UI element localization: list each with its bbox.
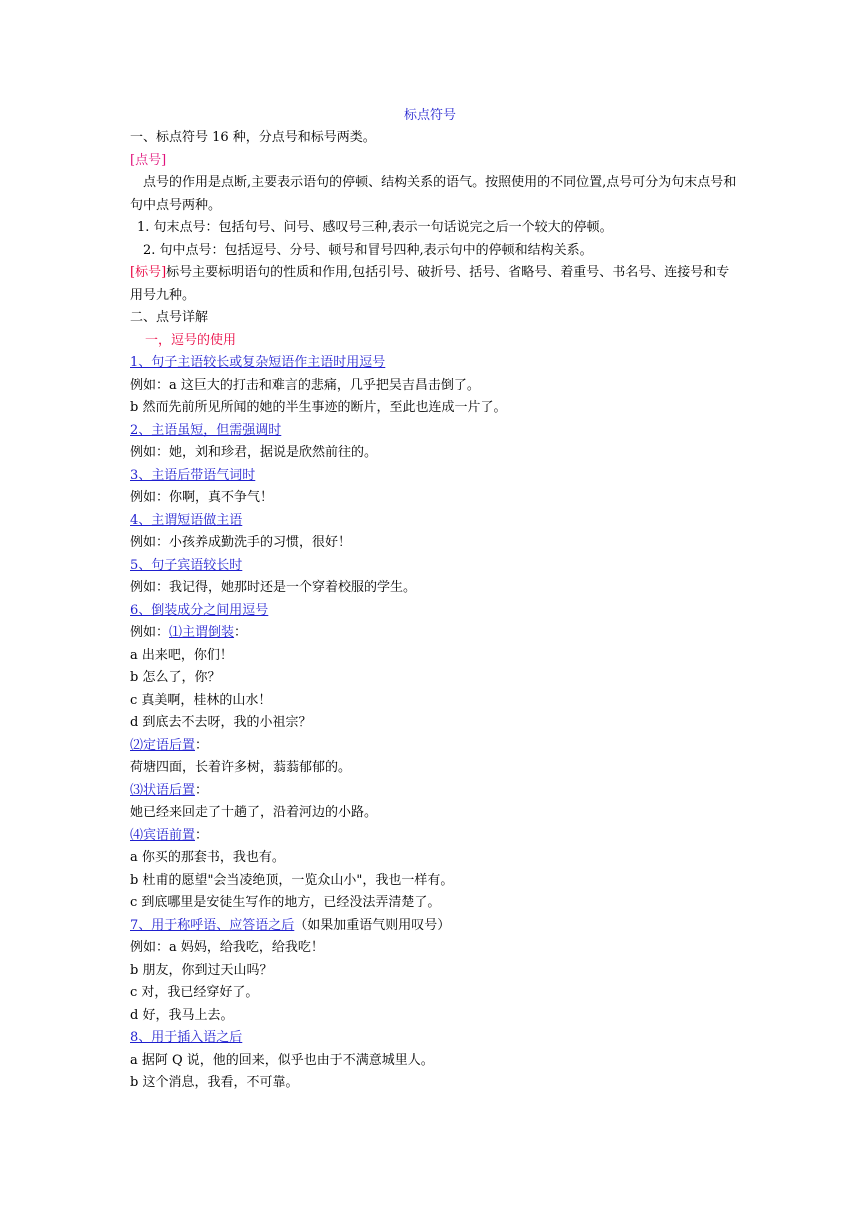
attributive-postposition-example: 荷塘四面，长着许多树，蓊蓊郁郁的。 [130,760,352,775]
rule-3-example: 例如：你啊，真不争气！ [130,490,274,505]
adverbial-postposition-link[interactable]: ⑶状语后置 [130,783,196,798]
rule-7-line [130,915,740,938]
biaohao-tag: [标号] [130,265,167,280]
object-preposition-example-c: c 到底哪里是安徒生写作的地方，已经没法弄清楚了。 [130,895,441,910]
intro-line: 一、标点符号 16 种，分点号和标号两类。 [130,130,376,145]
rule-4-example: 例如：小孩养成勤洗手的习惯，很好！ [130,535,352,550]
colon: ： [195,738,209,753]
rule-6-example-prefix: 例如： [130,625,170,640]
rule-1-example-b: b 然而先前所见所闻的她的半生事迹的断片，至此也连成一片了。 [130,400,507,415]
rule-2-heading[interactable]: 2、主语虽短，但需强调时 [130,423,282,438]
rule-6-example-c: c 真美啊，桂林的山水！ [130,693,272,708]
colon: ： [234,625,248,640]
subject-predicate-inversion-link[interactable]: ⑴主谓倒装 [169,625,235,640]
object-preposition-example-a: a 你买的那套书，我也有。 [130,850,285,865]
colon: ： [195,783,209,798]
rule-6-example-a: a 出来吧，你们！ [130,648,233,663]
rule-5-heading[interactable]: 5、句子宾语较长时 [130,558,243,573]
attributive-postposition-line [130,735,740,758]
rule-6-heading[interactable]: 6、倒装成分之间用逗号 [130,603,269,618]
rule-1-example-a: 例如：a 这巨大的打击和难言的悲痛，几乎把吴吉昌击倒了。 [130,378,480,393]
rule-7-heading[interactable]: 7、用于称呼语、应答语之后 [130,918,295,933]
list-item-sentence-middle: 2. 句中点号：包括逗号、分号、顿号和冒号四种,表示句中的停顿和结构关系。 [143,243,593,258]
comma-usage-heading: 一，逗号的使用 [145,333,237,348]
rule-2-example: 例如：她，刘和珍君，据说是欣然前往的。 [130,445,378,460]
object-preposition-example-b: b 杜甫的愿望"会当凌绝顶，一览众山小"，我也一样有。 [130,873,454,888]
adverbial-postposition-line [130,780,740,803]
attributive-postposition-link[interactable]: ⑵定语后置 [130,738,196,753]
rule-1-heading[interactable]: 1、句子主语较长或复杂短语作主语时用逗号 [130,355,386,370]
rule-5-example: 例如：我记得，她那时还是一个穿着校服的学生。 [130,580,417,595]
document-title: 标点符号 [403,108,456,123]
rule-7-example-d: d 好，我马上去。 [130,1008,234,1023]
section-heading-2: 二、点号详解 [130,310,209,325]
biaohao-paragraph [130,262,740,307]
rule-7-note: （如果加重语气则用叹号） [294,918,451,933]
dianhao-tag: [点号] [130,153,167,168]
rule-7-example-a: 例如：a 妈妈，给我吃，给我吃！ [130,940,324,955]
adverbial-postposition-example: 她已经来回走了十趟了，沿着河边的小路。 [130,805,378,820]
biaohao-description: 标号主要标明语句的性质和作用,包括引号、破折号、括号、省略号、着重号、书名号、连接号和专用号九种。 [130,265,730,303]
rule-8-example-a: a 据阿 Q 说，他的回来，似乎也由于不满意城里人。 [130,1053,434,1068]
list-item-sentence-end: 1. 句末点号：包括句号、问号、感叹号三种,表示一句话说完之后一个较大的停顿。 [137,220,613,235]
rule-6-example-b: b 怎么了，你？ [130,670,221,685]
rule-7-example-b: b 朋友，你到过天山吗？ [130,963,273,978]
rule-8-heading[interactable]: 8、用于插入语之后 [130,1030,243,1045]
object-preposition-line [130,825,740,848]
dianhao-description: 点号的作用是点断,主要表示语句的停顿、结构关系的语气。按照使用的不同位置,点号可分为句末点号和句中点号两种。 [130,175,737,213]
rule-7-example-c: c 对，我已经穿好了。 [130,985,259,1000]
colon: ： [195,828,209,843]
rule-3-heading[interactable]: 3、主语后带语气词时 [130,468,256,483]
rule-6-example-d: d 到底去不去呀，我的小祖宗？ [130,715,312,730]
rule-8-example-b: b 这个消息，我看，不可靠。 [130,1075,299,1090]
object-preposition-link[interactable]: ⑷宾语前置 [130,828,196,843]
rule-4-heading[interactable]: 4、主谓短语做主语 [130,513,243,528]
rule-6-example-line [130,622,740,645]
